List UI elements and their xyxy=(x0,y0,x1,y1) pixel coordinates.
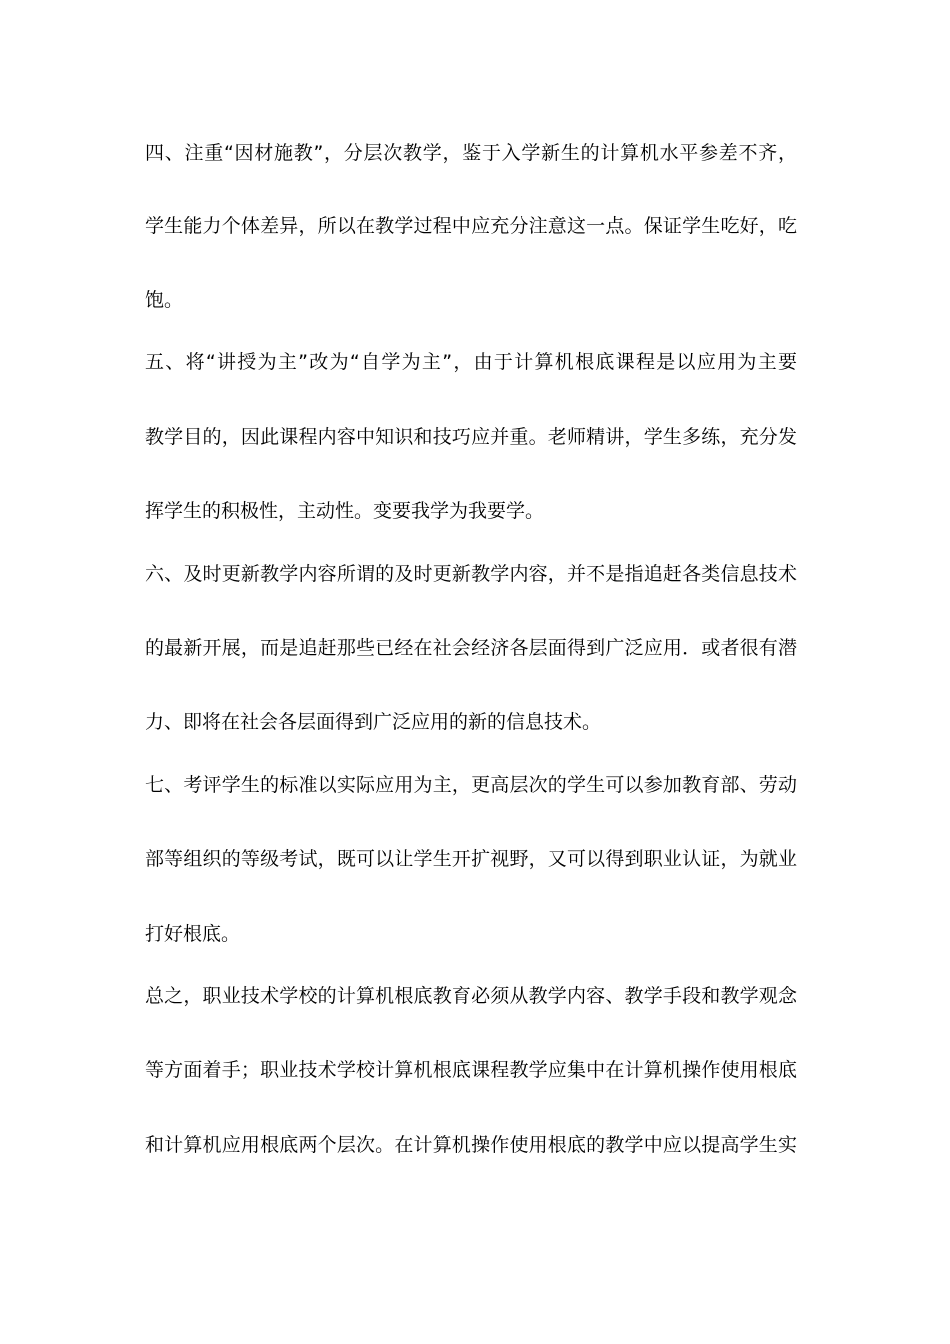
paragraph-4-line-2: 学生能力个体差异，所以在教学过程中应充分注意这一点。保证学生吃好，吃 xyxy=(145,215,797,237)
paragraph-5-line-2: 教学目的，因此课程内容中知识和技巧应并重。老师精讲，学生多练，充分发 xyxy=(145,426,797,448)
paragraph-6-line-1: 六、及时更新教学内容所谓的及时更新教学内容，并不是指追赶各类信息技术 xyxy=(145,563,797,585)
paragraph-6-line-3: 力、即将在社会各层面得到广泛应用的新的信息技术。 xyxy=(145,711,602,733)
paragraph-5-line-3: 挥学生的积极性，主动性。变要我学为我要学。 xyxy=(145,500,545,522)
paragraph-4-line-1: 四、注重“因材施教”，分层次教学，鉴于入学新生的计算机水平参差不齐， xyxy=(145,142,797,164)
conclusion-line-1: 总之，职业技术学校的计算机根底教育必须从教学内容、教学手段和教学观念 xyxy=(145,985,797,1007)
paragraph-6-line-2: 的最新开展，而是追赶那些已经在社会经济各层面得到广泛应用．或者很有潜 xyxy=(145,637,797,659)
paragraph-4-line-3: 饱。 xyxy=(145,289,184,311)
paragraph-5-line-1: 五、将“讲授为主”改为“自学为主”，由于计算机根底课程是以应用为主要 xyxy=(145,351,797,373)
paragraph-7-line-3: 打好根底。 xyxy=(145,923,241,945)
paragraph-7-line-1: 七、考评学生的标准以实际应用为主，更高层次的学生可以参加教育部、劳动 xyxy=(145,774,797,796)
conclusion-line-2: 等方面着手；职业技术学校计算机根底课程教学应集中在计算机操作使用根底 xyxy=(145,1059,797,1081)
conclusion-line-3: 和计算机应用根底两个层次。在计算机操作使用根底的教学中应以提高学生实 xyxy=(145,1134,797,1156)
paragraph-7-line-2: 部等组织的等级考试，既可以让学生开扩视野，又可以得到职业认证，为就业 xyxy=(145,848,797,870)
